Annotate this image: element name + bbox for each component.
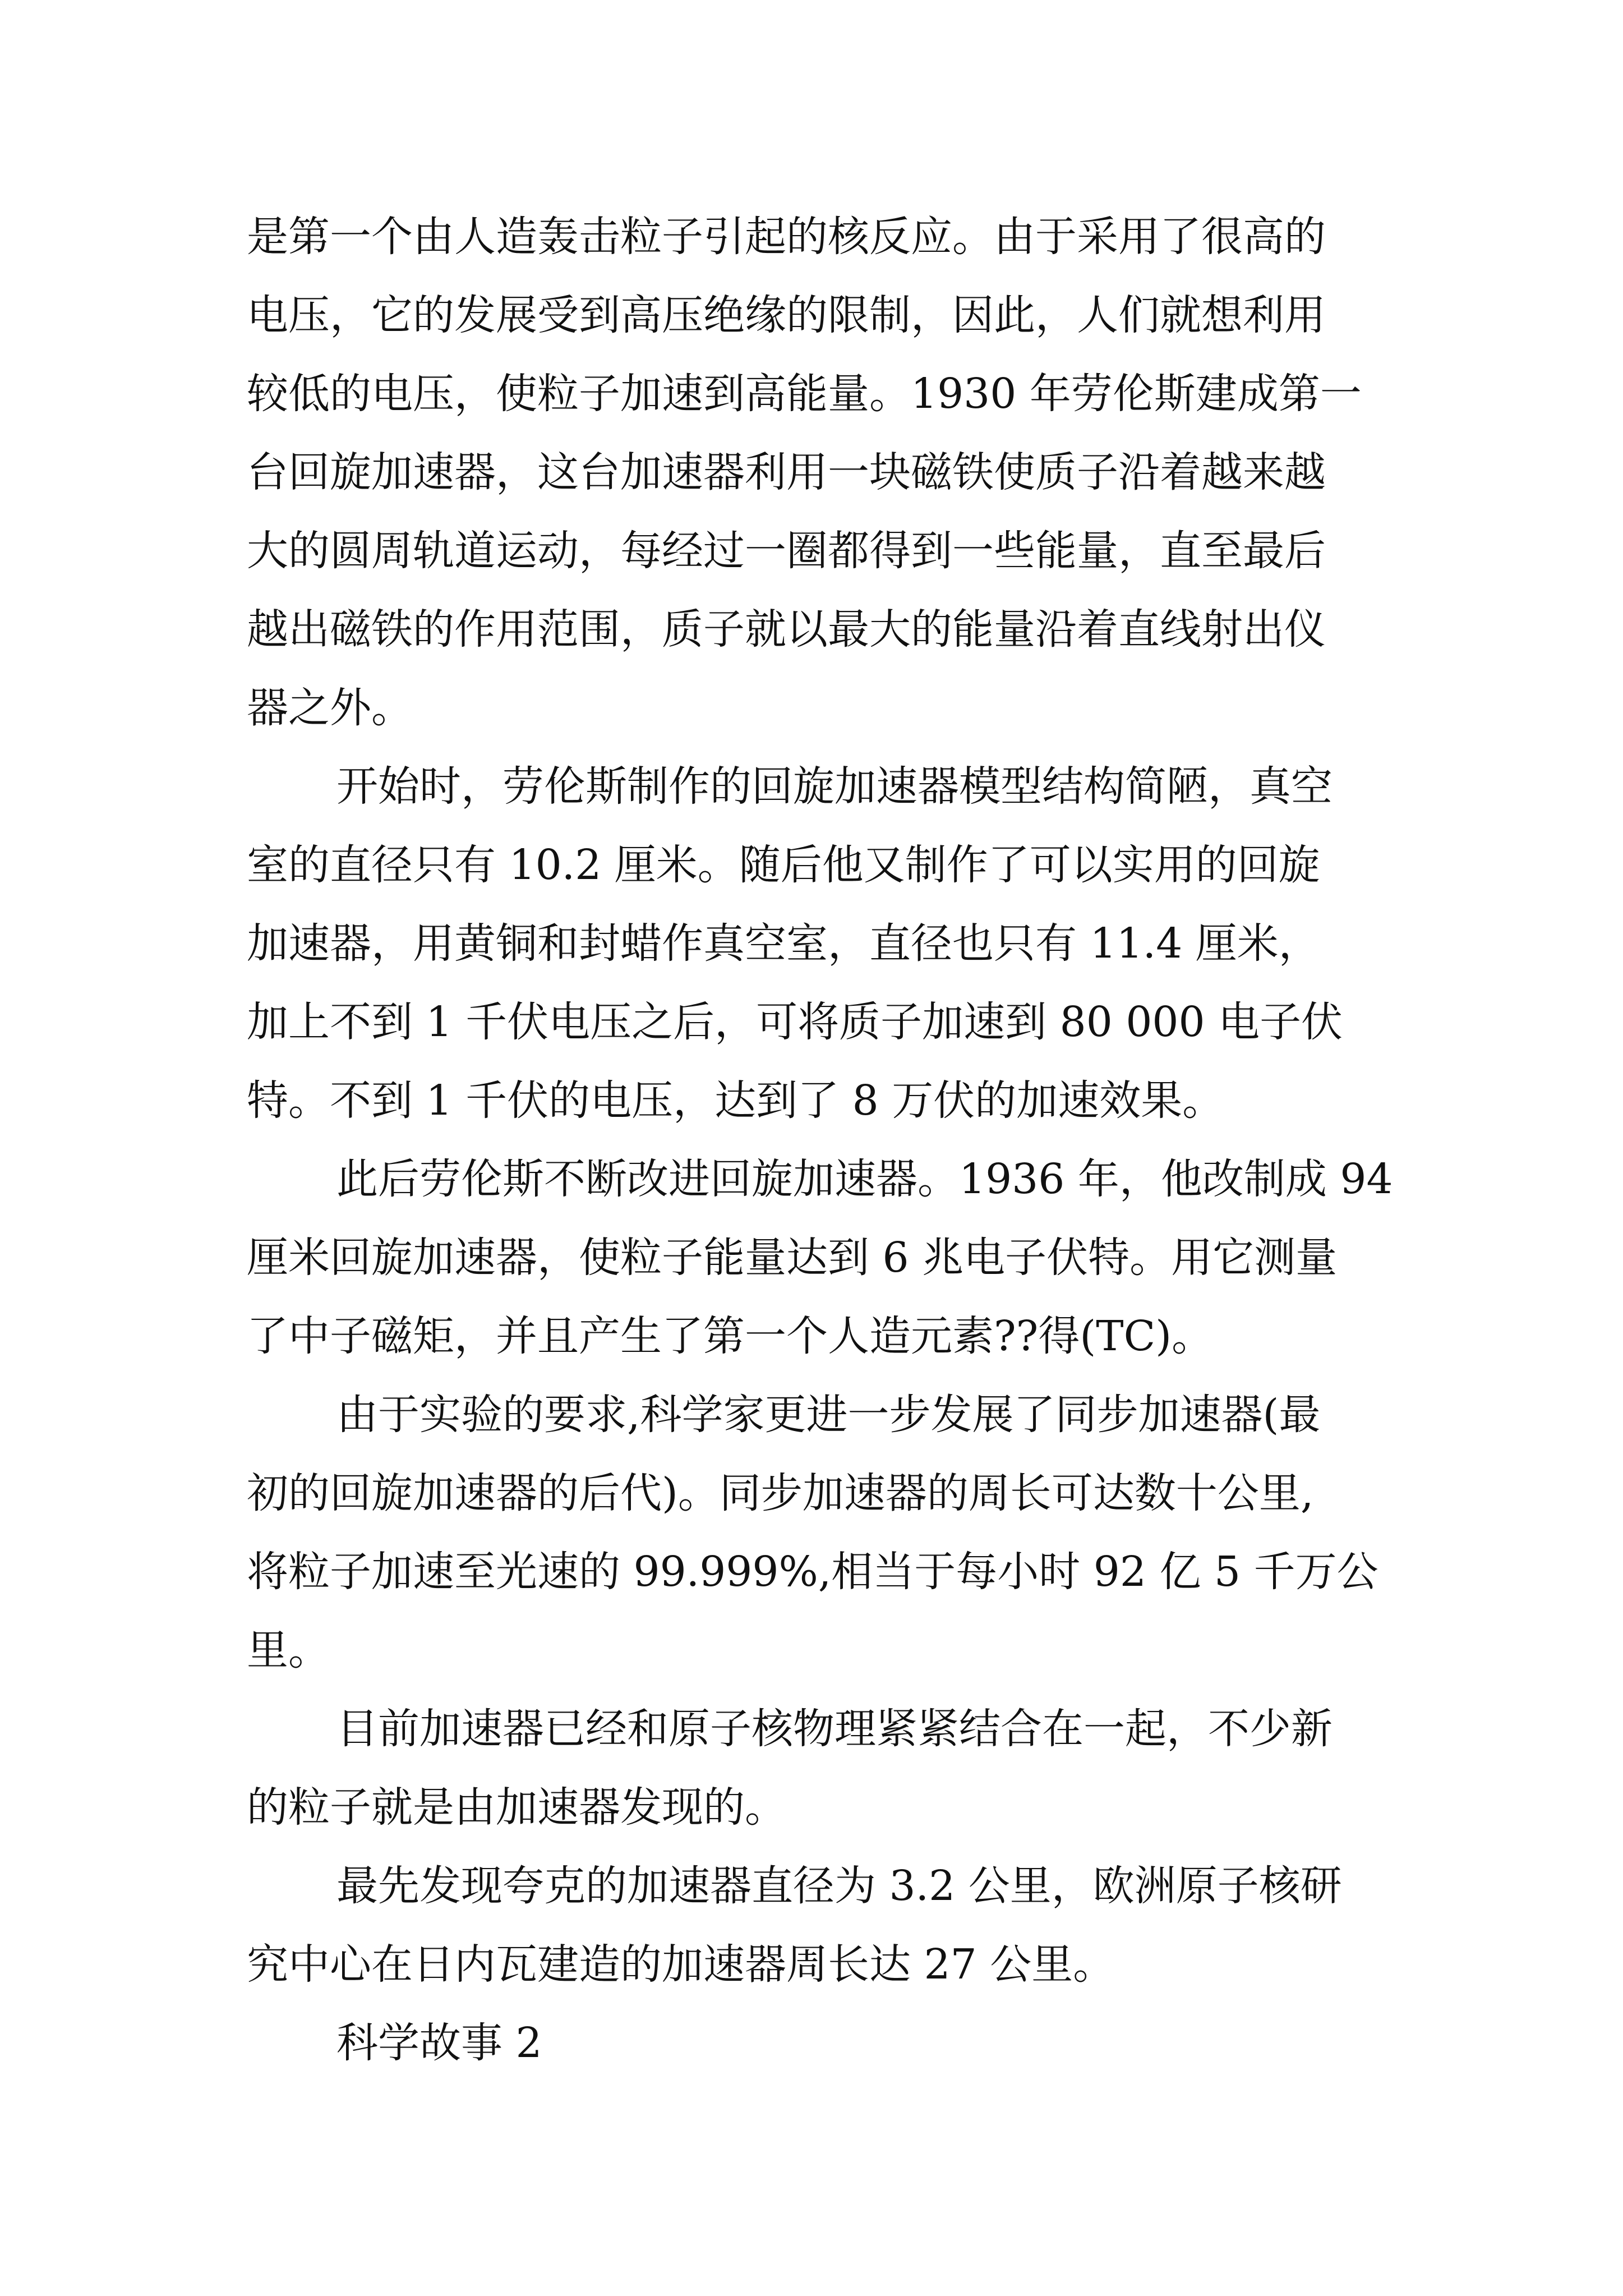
text-line: 了中子磁矩，并且产生了第一个人造元素??得(TC)。 (247, 1312, 1214, 1360)
text-line: 开始时，劳伦斯制作的回旋加速器模型结构简陋，真空 (336, 762, 1332, 811)
text-line: 里。 (247, 1626, 330, 1674)
text-line: 大的圆周轨道运动，每经过一圈都得到一些能量，直至最后 (247, 527, 1326, 575)
text-line: 越出磁铁的作用范围，质子就以最大的能量沿着直线射出仪 (247, 605, 1326, 654)
text-line: 台回旋加速器，这台加速器利用一块磁铁使质子沿着越来越 (247, 448, 1326, 496)
text-line: 将粒子加速至光速的 99.999%,相当于每小时 92 亿 5 千万公 (247, 1548, 1378, 1596)
text-line: 最先发现夸克的加速器直径为 3.2 公里，欧洲原子核研 (336, 1862, 1342, 1910)
section-heading: 科学故事 2 (336, 2019, 542, 2067)
text-line: 是第一个由人造轰击粒子引起的核反应。由于采用了很高的 (247, 213, 1326, 261)
text-line: 较低的电压，使粒子加速到高能量。1930 年劳伦斯建成第一 (247, 370, 1362, 418)
text-line: 初的回旋加速器的后代)。同步加速器的周长可达数十公里, (247, 1469, 1314, 1517)
text-line: 目前加速器已经和原子核物理紧紧结合在一起，不少新 (336, 1705, 1332, 1753)
text-line: 的粒子就是由加速器发现的。 (247, 1783, 786, 1832)
text-line: 厘米回旋加速器，使粒子能量达到 6 兆电子伏特。用它测量 (247, 1234, 1338, 1282)
text-line: 电压，它的发展受到高压绝缘的限制，因此，人们就想利用 (247, 291, 1326, 339)
text-line: 特。不到 1 千伏的电压，达到了 8 万伏的加速效果。 (247, 1076, 1224, 1125)
text-line: 加速器，用黄铜和封蜡作真空室，直径也只有 11.4 厘米， (247, 919, 1320, 968)
text-line: 由于实验的要求,科学家更进一步发展了同步加速器(最 (336, 1391, 1321, 1439)
text-line: 究中心在日内瓦建造的加速器周长达 27 公里。 (247, 1940, 1115, 1989)
text-line: 室的直径只有 10.2 厘米。随后他又制作了可以实用的回旋 (247, 841, 1320, 889)
text-line: 此后劳伦斯不断改进回旋加速器。1936 年，他改制成 94 (336, 1155, 1393, 1203)
text-line: 加上不到 1 千伏电压之后，可将质子加速到 80 000 电子伏 (247, 998, 1343, 1046)
text-line: 器之外。 (247, 684, 413, 732)
